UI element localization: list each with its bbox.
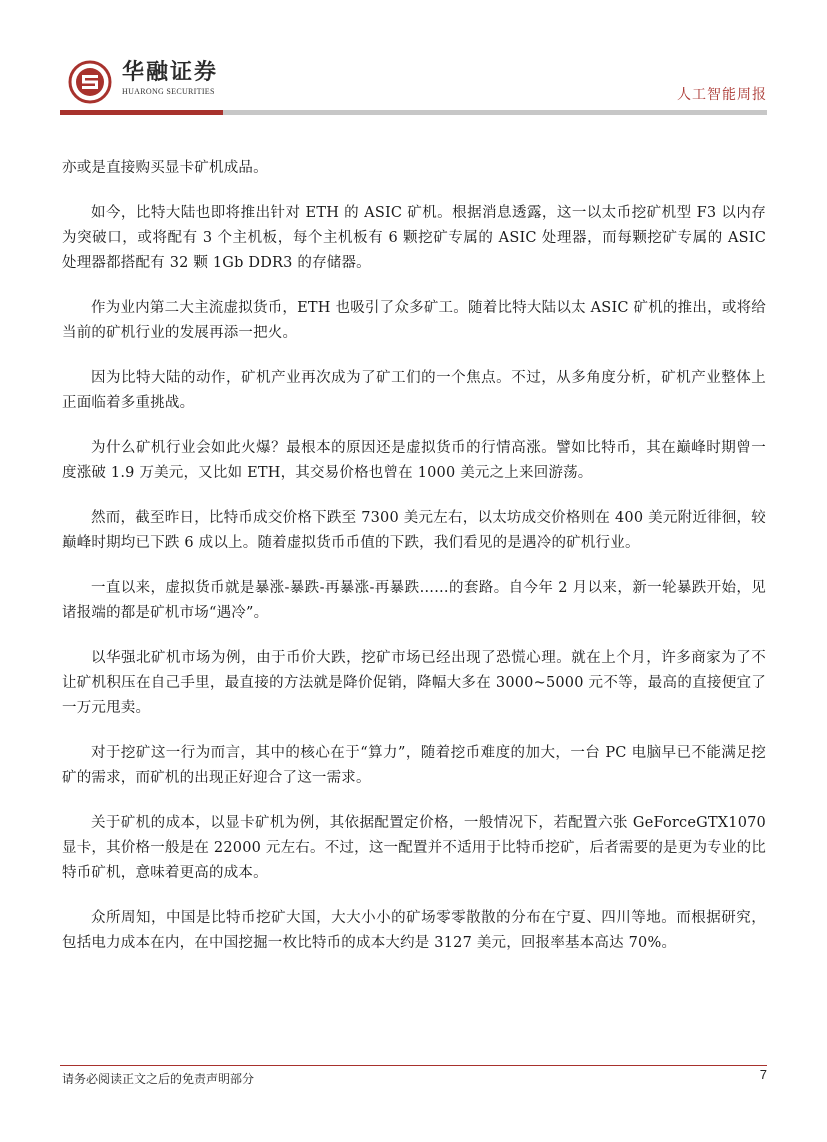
paragraph: 众所周知，中国是比特币挖矿大国，大大小小的矿场零零散散的分布在宁夏、四川等地。而根据研究，包括电力成本在内，在中国挖掘一枚比特币的成本大约是 3127 美元，回报率基本高达 70%。 bbox=[62, 910, 766, 951]
paragraph: 如今，比特大陆也即将推出针对 ETH 的 ASIC 矿机。根据消息透露，这一以太币挖矿机型 F3 以内存为突破口，或将配有 3 个主机板，每个主机板有 6 颗挖矿专属的 ASIC 处理器，而每颗挖矿专属的 ASIC 处理器都搭配有 32 颗 1Gb DDR3 的存储器。 bbox=[62, 205, 766, 271]
body-text bbox=[62, 156, 766, 976]
paragraph: 对于挖矿这一行为而言，其中的核心在于“算力”，随着挖币难度的加大，一台 PC 电脑早已不能满足挖矿的需求，而矿机的出现正好迎合了这一需求。 bbox=[62, 745, 766, 786]
header-divider-accent bbox=[60, 110, 223, 115]
brand-name-cn: 华融证券 bbox=[122, 60, 219, 85]
paragraph: 然而，截至昨日，比特币成交价格下跌至 7300 美元左右，以太坊成交价格则在 400 美元附近徘徊，较巅峰时期均已下跌 6 成以上。随着虚拟货币币值的下跌，我们看见的是遇冷的矿机行业。 bbox=[62, 510, 766, 551]
paragraph: 关于矿机的成本，以显卡矿机为例，其依据配置定价格，一般情况下，若配置六张 GeForceGTX1070 显卡，其价格一般是在 22000 元左右。不过，这一配置并不适用于比特币挖矿，后者需要的是更为专业的比特币矿机，意味着更高的成本。 bbox=[62, 815, 766, 881]
page-number: 7 bbox=[759, 1067, 767, 1082]
paragraph: 一直以来，虚拟货币就是暴涨-暴跌-再暴涨-再暴跌……的套路。自今年 2 月以来，新一轮暴跌开始，见诸报端的都是矿机市场“遇冷”。 bbox=[62, 580, 766, 621]
report-type-label: 人工智能周报 bbox=[677, 87, 767, 103]
paragraph: 亦或是直接购买显卡矿机成品。 bbox=[62, 160, 268, 176]
footer-divider bbox=[60, 1065, 767, 1066]
brand-name-en: HUARONG SECURITIES bbox=[122, 87, 215, 96]
brand-block bbox=[122, 60, 218, 96]
page-header bbox=[0, 0, 827, 120]
paragraph: 因为比特大陆的动作，矿机产业再次成为了矿工们的一个焦点。不过，从多角度分析，矿机产业整体上正面临着多重挑战。 bbox=[62, 370, 766, 411]
paragraph: 作为业内第二大主流虚拟货币，ETH 也吸引了众多矿工。随着比特大陆以太 ASIC 矿机的推出，或将给当前的矿机行业的发展再添一把火。 bbox=[62, 300, 766, 341]
huarong-logo-icon bbox=[68, 60, 112, 104]
paragraph: 以华强北矿机市场为例，由于币价大跌，挖矿市场已经出现了恐慌心理。就在上个月，许多商家为了不让矿机积压在自己手里，最直接的方法就是降价促销，降幅大多在 3000~5000 元不等，最高的直接便宜了一万元甩卖。 bbox=[62, 650, 766, 716]
paragraph: 为什么矿机行业会如此火爆？最根本的原因还是虚拟货币的行情高涨。譬如比特币，其在巅峰时期曾一度涨破 1.9 万美元，又比如 ETH，其交易价格也曾在 1000 美元之上来回游荡。 bbox=[62, 440, 766, 481]
disclaimer-note: 请务必阅读正文之后的免责声明部分 bbox=[62, 1072, 255, 1086]
